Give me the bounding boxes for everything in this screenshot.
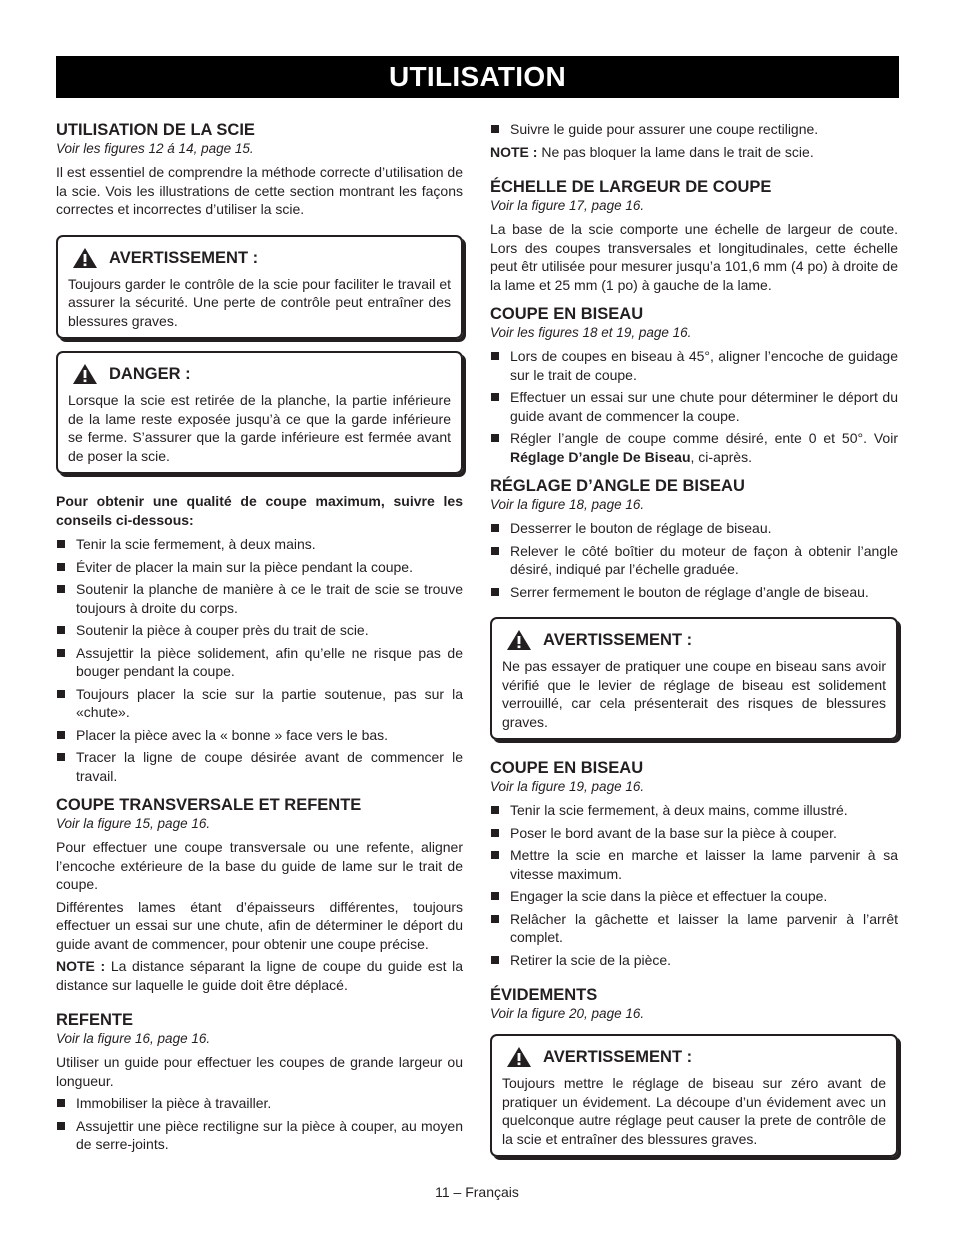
paragraph: Différentes lames étant d’épaisseurs différentes, toujours effectuer un essai sur une chute, afin de déterminer le déport du guide avant de commencer, pour obtenir une coupe précise.: [56, 898, 463, 952]
paragraph: La base de la scie comporte une échelle de largeur de coute. Lors des coupes transversales et longitudinales, cette échelle peut êtr utilisée pour mesurer jusqu’a 101,6 mm (4 po) à droite de la lame et 25 mm (1 po) à gauche de la lame.: [490, 221, 898, 293]
right-column: [490, 120, 898, 1157]
section-title-refente: REFENTE: [56, 1011, 134, 1029]
paragraph: Il est essentiel de comprendre la méthode correcte d’utilisation de la scie. Vois les illustrations de cette section montrant les façons correctes et incorrectes d’utiliser la scie.: [56, 164, 463, 217]
list-item: Effectuer un essai sur une chute pour déterminer le déport du guide avant de commencer la coupe.: [490, 388, 898, 425]
list-item: Desserrer le bouton de réglage de biseau.: [490, 519, 898, 538]
section-title-coupe-biseau-2: COUPE EN BISEAU: [490, 759, 644, 777]
list-item: Assujettir la pièce solidement, afin qu’elle ne risque pas de bouger pendant la coupe.: [56, 644, 463, 681]
reglage-list: [490, 519, 898, 601]
warning-title: AVERTISSEMENT :: [543, 1048, 693, 1066]
list-item: Toujours placer la scie sur la partie soutenue, pas sur la «chute».: [56, 685, 463, 722]
paragraph: Pour effectuer une coupe transversale ou une refente, aligner l’encoche extérieure de la base du guide de lame sur le trait de coupe.: [56, 839, 463, 892]
section-title-coupe-transversale: COUPE TRANSVERSALE ET REFENTE: [56, 796, 362, 814]
list-item: Tenir la scie fermement, à deux mains, comme illustré.: [490, 801, 898, 820]
list-item: Relâcher la gâchette et laisser la lame parvenir à l’arrêt complet.: [490, 910, 898, 947]
list-item: Lors de coupes en biseau à 45°, aligner l’encoche de guidage sur le trait de coupe.: [490, 347, 898, 384]
list-item: Relever le côté boîtier du moteur de façon à obtenir l’angle désiré, indiqué par l’échelle graduée.: [490, 542, 898, 579]
warning-box: [490, 617, 898, 740]
page-banner-title: UTILISATION: [56, 56, 899, 98]
figure-reference: Voir les figures 12 á 14, page 15.: [56, 141, 254, 156]
list-item: Soutenir la pièce à couper près du trait de scie.: [56, 621, 463, 640]
note-text: La distance séparant la ligne de coupe du guide est la distance sur laquelle le guide doit être déplacé.: [56, 958, 464, 993]
list-item: Placer la pièce avec la « bonne » face vers le bas.: [56, 726, 463, 745]
figure-reference: Voir la figure 17, page 16.: [490, 198, 645, 213]
list-item: Soutenir la planche de manière à ce le trait de scie se trouve toujours à droite du corps.: [56, 580, 463, 617]
section-title-coupe-biseau: COUPE EN BISEAU: [490, 305, 644, 323]
note-text: Ne pas bloquer la lame dans le trait de scie.: [537, 143, 814, 160]
warning-box: [56, 235, 463, 340]
figure-reference: Voir la figure 18, page 16.: [490, 497, 645, 512]
list-item: Tracer la ligne de coupe désirée avant de commencer le travail.: [56, 748, 463, 785]
list-item: Poser le bord avant de la base sur la pièce à couper.: [490, 824, 898, 843]
danger-box: [56, 351, 463, 474]
warning-title: AVERTISSEMENT :: [109, 248, 259, 267]
danger-title: DANGER :: [109, 365, 191, 383]
section-title-echelle: ÉCHELLE DE LARGEUR DE COUPE: [490, 178, 772, 196]
list-item: Suivre le guide pour assurer une coupe rectiligne.: [490, 120, 898, 139]
list-item: Retirer la scie de la pièce.: [490, 951, 898, 970]
warning-triangle-icon: [506, 629, 532, 651]
note-label: NOTE :: [56, 958, 106, 974]
list-item: Régler l’angle de coupe comme désiré, ente 0 et 50°. Voir Réglage D’angle De Biseau, ci-après.: [490, 429, 898, 466]
left-column: [56, 120, 463, 1158]
section-title-evidements: ÉVIDEMENTS: [490, 986, 598, 1004]
figure-reference: Voir les figures 18 et 19, page 16.: [490, 325, 692, 340]
tips-list: [56, 535, 463, 785]
refente-list: [56, 1094, 463, 1154]
warning-text: Toujours garder le contrôle de la scie pour faciliter le travail et assurer la sécurité. Une perte de contrôle peut entraîner des blessures graves.: [68, 275, 451, 329]
figure-reference: Voir la figure 19, page 16.: [490, 779, 645, 794]
tips-intro: Pour obtenir une qualité de coupe maximum, suivre les conseils ci-dessous:: [56, 493, 463, 528]
biseau-list: [490, 347, 898, 466]
figure-reference: Voir la figure 20, page 16.: [490, 1006, 645, 1021]
list-item: Engager la scie dans la pièce et effectuer la coupe.: [490, 887, 898, 906]
warning-title: AVERTISSEMENT :: [543, 631, 693, 649]
warning-triangle-icon: [72, 363, 98, 385]
warning-box: [490, 1034, 898, 1157]
danger-text: Lorsque la scie est retirée de la planche, la partie inférieure de la lame reste exposée jusqu’à ce que la garde inférieure se ferme. S’assurer que la garde inférieure est fermée avant de poser la scie.: [68, 392, 451, 464]
list-item: Serrer fermement le bouton de réglage d’angle de biseau.: [490, 583, 898, 602]
paragraph: Utiliser un guide pour effectuer les coupes de grande largeur ou longueur.: [56, 1054, 463, 1089]
figure-reference: Voir la figure 16, page 16.: [56, 1031, 211, 1046]
list-item: Tenir la scie fermement, à deux mains.: [56, 535, 463, 554]
list-item: Éviter de placer la main sur la pièce pendant la coupe.: [56, 558, 463, 577]
section-title-reglage-angle: RÉGLAGE D’ANGLE DE BISEAU: [490, 477, 745, 495]
note-paragraph: [56, 957, 463, 994]
section-title-utilisation-scie: UTILISATION DE LA SCIE: [56, 121, 255, 139]
coupe-biseau-list: [490, 801, 898, 969]
list-item: Mettre la scie en marche et laisser la lame parvenir à sa vitesse maximum.: [490, 846, 898, 883]
warning-text: Toujours mettre le réglage de biseau sur zéro avant de pratiquer un évidement. La découpe d’un évidement avec un quelconque autre réglage peut causer la prete de contrôle de la scie et entraîner des blessures graves.: [502, 1075, 886, 1147]
list-item: Assujettir une pièce rectiligne sur la pièce à couper, au moyen de serre-joints.: [56, 1117, 463, 1154]
warning-triangle-icon: [72, 247, 98, 269]
note-paragraph: [490, 143, 898, 162]
warning-text: Ne pas essayer de pratiquer une coupe en biseau sans avoir vérifié que le levier de réglage de biseau est solidement verrouillé, car cela présenterait des risques de blessures graves.: [502, 658, 886, 730]
refente-list-continued: [490, 120, 898, 139]
figure-reference: Voir la figure 15, page 16.: [56, 816, 211, 831]
note-label: NOTE :: [490, 143, 538, 160]
warning-triangle-icon: [506, 1046, 532, 1068]
list-item: Immobiliser la pièce à travailler.: [56, 1094, 463, 1113]
page-number: 11 – Français: [435, 1184, 519, 1200]
